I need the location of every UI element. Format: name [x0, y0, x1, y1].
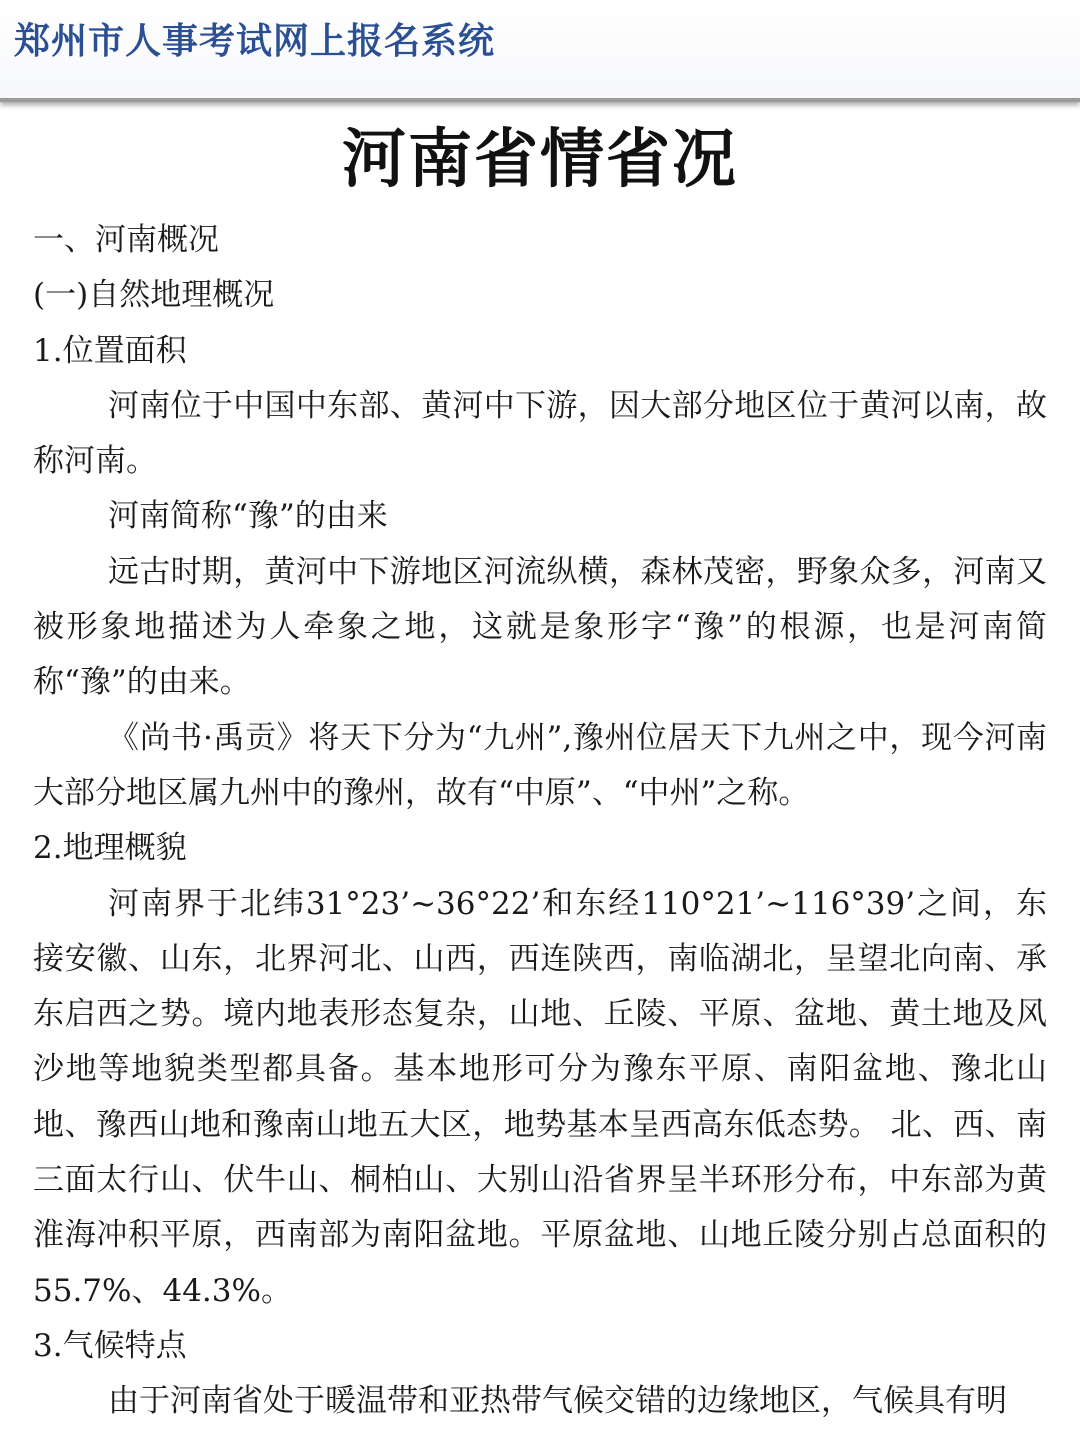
- item-heading-location-area: 1.位置面积: [33, 332, 187, 369]
- paragraph-geography: 河南界于北纬31°23’~36°22’和东经110°21’~116°39’之间，东接安徽、山东，北界河北、山西，西连陕西，南临湖北，呈望北向南、承东启西之势。境内地表形态复杂，山地、丘陵、平原、盆地、黄土地及风沙地等地貌类型都具备。基本地形可分为豫东平原、南阳盆地、豫北山地、豫西山地和豫南山地五大区，地势基本呈西高东低态势。 北、西、南三面太行山、伏牛山、桐柏山、大别山沿省界呈半环形分布，中东部为黄淮海冲积平原，西南部为南阳盆地。平原盆地、山地丘陵分别占总面积的55.7%、44.3%。: [33, 885, 1047, 1309]
- paragraph-abbreviation-title: 河南简称“豫”的由来: [108, 498, 388, 535]
- item-heading-climate: 3.气候特点: [33, 1327, 187, 1364]
- paragraph-abbreviation-origin: 远古时期，黄河中下游地区河流纵横，森林茂密，野象众多，河南又被形象地描述为人牵象之地，这就是象形字“豫”的根源，也是河南简称“豫”的由来。: [33, 553, 1047, 701]
- document-body: [33, 213, 1047, 1430]
- site-header: [0, 0, 1080, 102]
- section-heading: 一、河南概况: [33, 222, 219, 258]
- site-title[interactable]: 郑州市人事考试网上报名系统: [14, 21, 496, 62]
- item-heading-geography: 2.地理概貌: [33, 830, 187, 867]
- paragraph-location: 河南位于中国中东部、黄河中下游，因大部分地区位于黄河以南，故称河南。: [33, 387, 1047, 480]
- paragraph-yuzhou: 《尚书·禹贡》将天下分为“九州”,豫州位居天下九州之中，现今河南大部分地区属九州中的豫州，故有“中原”、“中州”之称。: [33, 719, 1047, 811]
- document-title: 河南省情省况: [342, 122, 738, 197]
- subsection-heading: (一)自然地理概况: [33, 277, 275, 314]
- paragraph-climate: 由于河南省处于暖温带和亚热带气候交错的边缘地区，气候具有明: [108, 1383, 1007, 1420]
